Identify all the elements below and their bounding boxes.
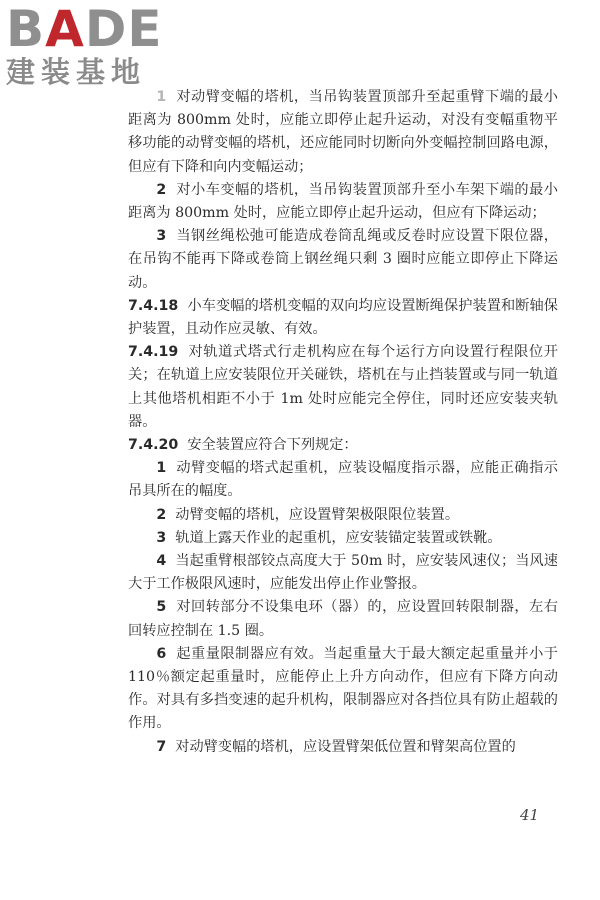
document-body xyxy=(128,86,558,759)
paragraph: 7 对动臂变幅的塔机，应设置臂架低位置和臂架高位置的 xyxy=(156,738,516,755)
bade-logo xyxy=(6,0,176,92)
page-number: 41 xyxy=(520,806,540,824)
paragraph: 3 轨道上露天作业的起重机，应安装锚定装置或铁靴。 xyxy=(156,529,502,546)
paragraph: 6 起重量限制器应有效。当起重量大于最大额定起重量并小于 110％额定起重量时，应能停止上升方向动作，但应有下降方向动作。对具有多挡变速的起升机构，限制器应对各挡位具有防止超载的作用。 xyxy=(128,645,558,732)
logo-chinese-text: 建装基地 xyxy=(6,55,147,89)
clause-paragraph: 7.4.20 安全装置应符合下列规定： xyxy=(128,437,358,454)
clause-paragraph: 7.4.19 对轨道式塔式行走机构应在每个运行方向设置行程限位开关；在轨道上应安装限位开关碰铁，塔机在与止挡装置或与同一轨道上其他塔机相距不小于 1m 处时应能完全停住，同时还应安装夹轨器。 xyxy=(128,344,558,430)
paragraph: 2 动臂变幅的塔机，应设置臂架极限限位装置。 xyxy=(156,506,460,523)
paragraph: 2 对小车变幅的塔机，当吊钩装置顶部升至小车架下端的最小距离为 800mm 处时，应能立即停止起升运动，但应有下降运动； xyxy=(128,181,558,222)
paragraph: 4 当起重臂根部铰点高度大于 50m 时，应安装风速仪；当风速大于工作极限风速时，应能发出停止作业警报。 xyxy=(128,553,558,593)
paragraph: 1 动臂变幅的塔式起重机，应装设幅度指示器，应能正确指示吊具所在的幅度。 xyxy=(128,460,558,500)
logo-wordmark: BADE xyxy=(6,0,163,58)
clause-paragraph: 7.4.18 小车变幅的塔机变幅的双向均应设置断绳保护装置和断轴保护装置，且动作应灵敏、有效。 xyxy=(128,297,558,338)
paragraph: 1 对动臂变幅的塔机，当吊钩装置顶部升至起重臂下端的最小距离为 800mm 处时，应能立即停止起升运动，对没有变幅重物平移功能的动臂变幅的塔机，还应能同时切断向外变幅控制回路电源，但应有下降和向内变幅运动； xyxy=(128,89,558,175)
paragraph: 5 对回转部分不设集电环（器）的，应设置回转限制器，左右回转应控制在 1.5 圈。 xyxy=(128,599,558,639)
paragraph: 3 当钢丝绳松弛可能造成卷筒乱绳或反卷时应设置下限位器，在吊钩不能再下降或卷筒上钢丝绳只剩 3 圈时应能立即停止下降运动。 xyxy=(128,228,558,291)
